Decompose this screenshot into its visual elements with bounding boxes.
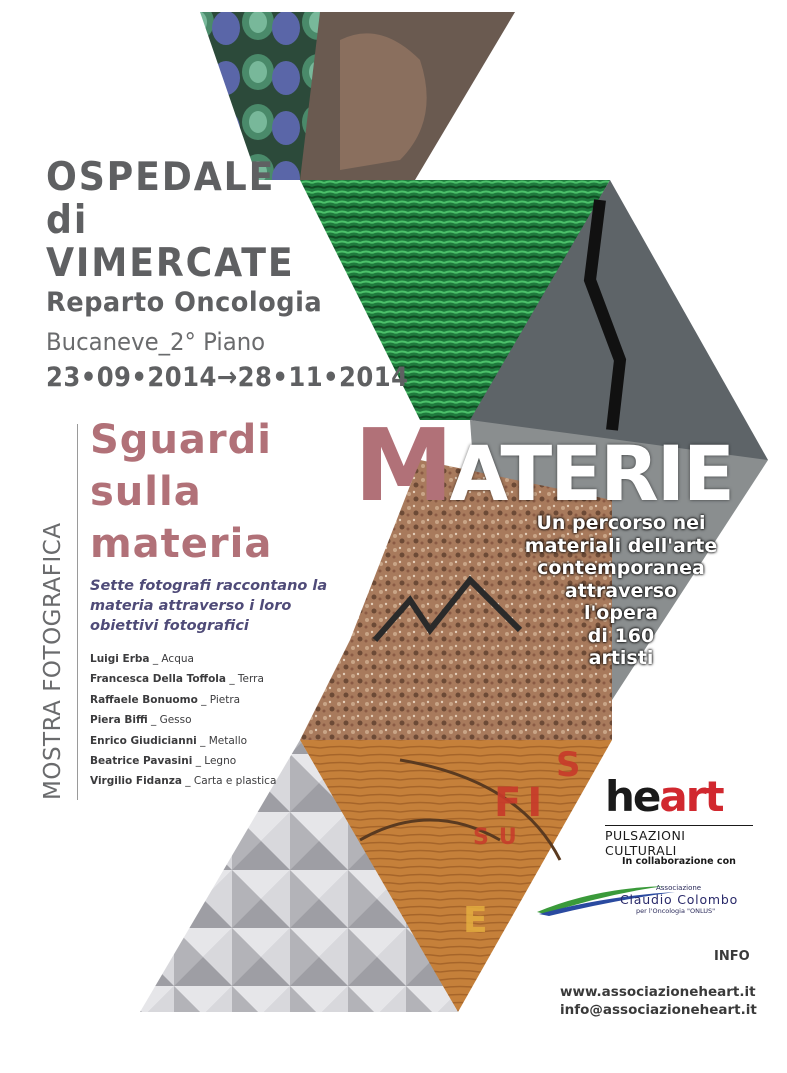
artist-list (90, 649, 276, 792)
website-link[interactable]: www.associazioneheart.it (560, 984, 756, 1000)
artist-material: _ Metallo (200, 734, 248, 747)
heart-logo-part-2: art (659, 772, 723, 821)
heart-logo (605, 772, 723, 822)
hospital-line-3: VIMERCATE (46, 241, 295, 286)
artist-name: Beatrice Pavasini (90, 755, 193, 768)
hospital-line-1: OSPEDALE (46, 155, 276, 200)
subtitle-line-1: Sette fotografi raccontano la (90, 578, 328, 594)
percorso-line-4: attraverso (564, 579, 678, 602)
vertical-label-wrapper (38, 424, 78, 800)
exhibition-dates: 23•09•2014→28•11•2014 (46, 362, 409, 393)
email-link[interactable]: info@associazioneheart.it (560, 1002, 757, 1018)
percorso-line-6: di 160 (587, 624, 655, 647)
percorso-line-7: artisti (588, 647, 654, 669)
artist-material: _ Pietra (201, 693, 241, 706)
artist-name: Luigi Erba (90, 653, 150, 665)
artist-material: _ Legno (195, 755, 237, 768)
list-item (90, 690, 276, 710)
list-item (90, 751, 276, 771)
subtitle (90, 576, 327, 636)
artist-name: Francesca Della Toffola (90, 673, 226, 686)
exhibition-title (90, 414, 272, 570)
percorso-text (496, 512, 746, 670)
wood-letter-fi: FI (494, 780, 549, 826)
percorso-line-2: materiali dell'arte (524, 534, 718, 557)
association-line-1: Associazione (656, 884, 702, 892)
wood-letter-su: SU (473, 825, 527, 850)
title-line-3: materia (90, 521, 273, 567)
info-label: INFO (714, 949, 750, 964)
heart-tagline: PULSAZIONI CULTURALI (605, 825, 753, 858)
hospital-line-2: di (46, 198, 89, 243)
list-item (90, 710, 276, 730)
artist-name: Enrico Giudicianni (90, 734, 197, 747)
wood-letter-s: S (556, 745, 581, 785)
list-item (90, 649, 276, 669)
artist-material: _ Acqua (152, 653, 194, 665)
mostra-fotografica-label: MOSTRA FOTOGRAFICA (40, 522, 66, 800)
association-line-3: per l'Oncologia "ONLUS" (636, 907, 716, 915)
heart-logo-part-1: he (605, 772, 660, 821)
divider-line (77, 424, 78, 800)
percorso-line-1: Un percorso nei (536, 512, 706, 534)
association-name: Claudio Colombo (620, 892, 739, 907)
subtitle-line-2: materia attraverso i loro (90, 598, 292, 614)
artist-name: Virgilio Fidanza (90, 775, 182, 788)
materie-first-letter: M (354, 407, 450, 524)
subtitle-line-3: obiettivi fotografici (90, 618, 249, 634)
contact-block (560, 983, 757, 1019)
percorso-line-5: l'opera (583, 602, 659, 624)
list-item (90, 731, 276, 751)
artist-name: Piera Biffi (90, 714, 148, 727)
collaboration-label: In collaborazione con (622, 856, 736, 867)
wood-letter-e: E (463, 900, 488, 941)
list-item (90, 771, 276, 791)
percorso-line-3: contemporanea (537, 557, 705, 579)
artist-name: Raffaele Bonuomo (90, 693, 198, 706)
artist-material: _ Terra (229, 673, 264, 686)
artist-material: _ Carta e plastica (185, 775, 277, 788)
artist-material: _ Gesso (151, 714, 192, 727)
floor-label: Bucaneve_2° Piano (46, 328, 266, 356)
list-item (90, 669, 276, 689)
ward-name: Reparto Oncologia (46, 287, 323, 318)
title-line-2: sulla (90, 469, 202, 515)
materie-rest: ATERIE (449, 429, 733, 518)
title-line-1: Sguardi (90, 417, 272, 463)
